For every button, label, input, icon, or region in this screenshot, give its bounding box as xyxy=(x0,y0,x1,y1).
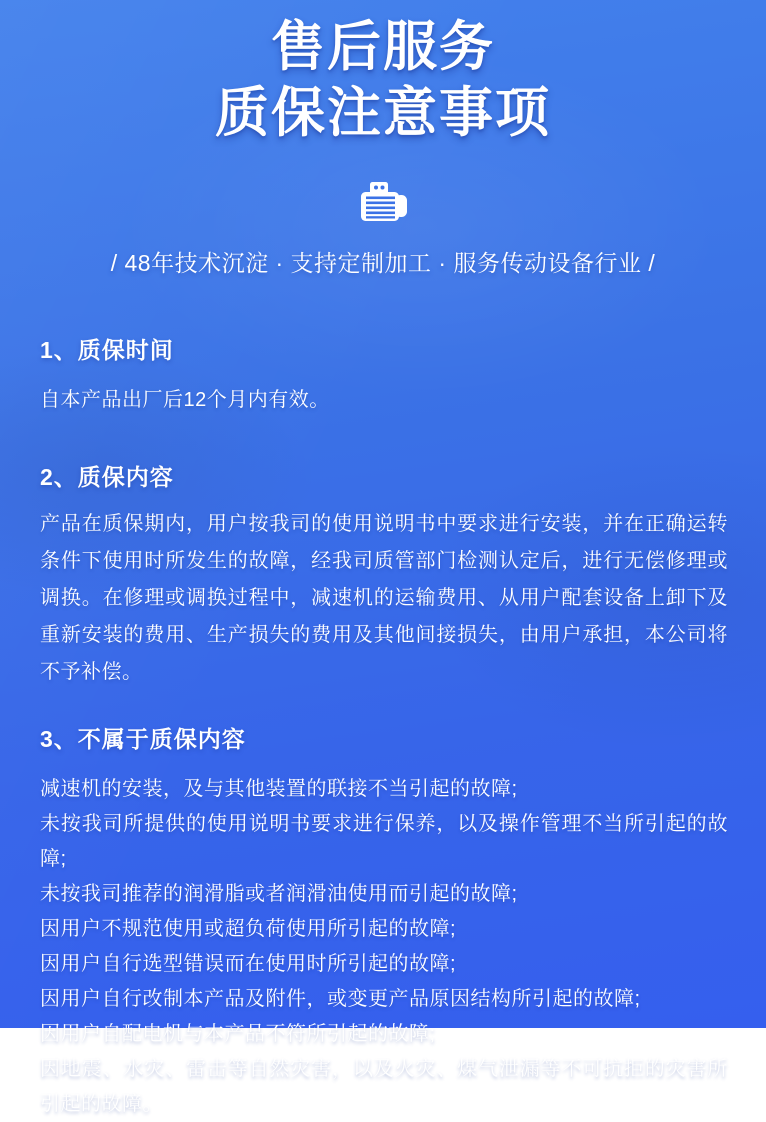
list-item: 因用户不规范使用或超负荷使用所引起的故障; xyxy=(40,918,457,940)
list-item: 减速机的安装，及与其他装置的联接不当引起的故障; xyxy=(40,778,518,800)
tagline: / 48年技术沉淀 · 支持定制加工 · 服务传动设备行业 / xyxy=(110,250,656,276)
exclusion-list xyxy=(40,772,728,1122)
header xyxy=(0,0,766,278)
page-title-line2: 质保注意事项 xyxy=(215,83,551,143)
section-1-title: 1、质保时间 xyxy=(40,337,174,363)
list-item: 因用户自行改制本产品及附件，或变更产品原因结构所引起的故障; xyxy=(40,988,641,1010)
section-1-body: 自本产品出厂后12个月内有效。 xyxy=(40,389,330,411)
list-item: 因用户自配电机与本产品不符所引起的故障; xyxy=(40,1023,436,1045)
section-warranty-exclusions xyxy=(40,721,728,1122)
section-2-title: 2、质保内容 xyxy=(40,464,174,490)
content xyxy=(0,332,766,1122)
section-warranty-scope xyxy=(40,459,728,691)
list-item: 未按我司推荐的润滑脂或者润滑油使用而引起的故障; xyxy=(40,883,518,905)
list-item: 因用户自行选型错误而在使用时所引起的故障; xyxy=(40,953,457,975)
motor-icon xyxy=(0,182,766,226)
section-2-body: 产品在质保期内，用户按我司的使用说明书中要求进行安装，并在正确运转条件下使用时所发生的故障，经我司质管部门检测认定后，进行无偿修理或调换。在修理或调换过程中，减速机的运输费用、从用户配套设备上卸下及重新安装的费用、生产损失的费用及其他间接损失，由用户承担，本公司将不予补偿。 xyxy=(40,513,728,683)
page-title-line1: 售后服务 xyxy=(271,17,495,77)
section-warranty-time xyxy=(40,332,728,414)
list-item: 未按我司所提供的使用说明书要求进行保养，以及操作管理不当所引起的故障; xyxy=(40,813,728,870)
list-item: 因地震、水灾、雷击等自然灾害，以及火灾、煤气泄漏等不可抗拒的灾害所引起的故障。 xyxy=(40,1058,728,1115)
section-3-title: 3、不属于质保内容 xyxy=(40,726,246,752)
